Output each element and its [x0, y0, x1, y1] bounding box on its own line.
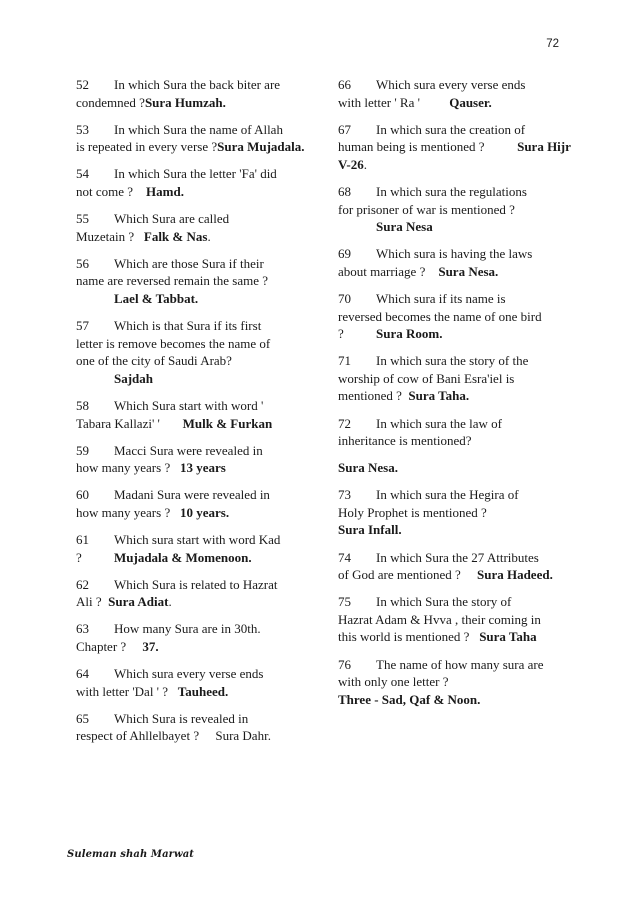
- answer: 10 years.: [179, 504, 230, 520]
- answer: Sura Hijr V-26: [338, 139, 571, 172]
- question-59: 59 Macci Sura were revealed in how many years ? 13 years: [76, 442, 263, 476]
- question-number: 75: [338, 594, 351, 610]
- question-number: 67: [338, 121, 351, 137]
- question-70: 70 Which sura if its name is reversed becomes the name of one bird ? Sura Room.: [338, 290, 542, 342]
- answer: Mujadala & Momenoon.: [114, 549, 252, 565]
- question-69: 69 Which sura is having the laws about marriage ? Sura Nesa.: [338, 246, 533, 279]
- question-63: 63 How many Sura are in 30th. Chapter ? 37.: [76, 621, 261, 654]
- question-54: 54 In which Sura the letter 'Fa' did not come ? Hamd.: [76, 166, 277, 199]
- question-58: 58 Which Sura start with word ' Tabara Kallazi' ' Mulk & Furkan: [76, 397, 273, 431]
- question-71: 71 In which sura the story of the worship of cow of Bani Esra'iel is mentioned ? Sura Taha.: [338, 353, 529, 404]
- question-72: 72 In which sura the law of inheritance is mentioned?: [338, 415, 502, 449]
- question-62: 62 Which Sura is related to Hazrat Ali ? Sura Adiat.: [76, 576, 278, 610]
- answer: Sura Nesa: [376, 219, 433, 235]
- answer: Sura Nesa.: [438, 263, 499, 279]
- answer: Three - Sad, Qaf & Noon.: [338, 691, 481, 707]
- question-number: 57: [76, 318, 89, 334]
- answer: Sura Mujadala.: [217, 139, 305, 155]
- answer: Sura Hadeed.: [476, 567, 553, 583]
- answer: Sura Infall.: [338, 522, 402, 538]
- question-73: 73 In which sura the Hegira of Holy Prophet is mentioned ? Sura Infall.: [338, 487, 519, 538]
- right-column: [338, 76, 572, 718]
- question-64: 64 Which sura every verse ends with letter 'Dal ' ? Tauheed.: [76, 666, 264, 699]
- question-number: 65: [76, 710, 89, 726]
- question-number: 76: [338, 656, 351, 672]
- answer: Falk & Nas: [143, 228, 208, 244]
- question-number: 69: [338, 246, 351, 262]
- question-60: 60 Madani Sura were revealed in how many years ? 10 years.: [76, 487, 270, 520]
- question-75: 75 In which Sura the story of Hazrat Adam & Hvva , their coming in this world is mentioned ? Sura Taha: [338, 594, 541, 645]
- answer: Sura Dahr.: [215, 728, 271, 744]
- question-number: 68: [338, 183, 351, 199]
- question-65: 65 Which Sura is revealed in respect of Ahllelbayet ? Sura Dahr.: [76, 710, 271, 744]
- question-number: 55: [76, 211, 89, 227]
- footer-author: Suleman shah Marwat: [67, 849, 195, 860]
- answer: Hamd.: [146, 183, 184, 199]
- answer: Sura Adiat: [108, 594, 169, 610]
- question-66: 66 Which sura every verse ends with letter ' Ra ' Qauser.: [338, 77, 526, 110]
- question-53: 53 In which Sura the name of Allah is repeated in every verse ?Sura Mujadala.: [76, 121, 305, 155]
- question-67: 67 In which sura the creation of human being is mentioned ? Sura Hijr V-26.: [338, 121, 571, 172]
- question-number: 66: [338, 77, 351, 92]
- question-61: 61 Which sura start with word Kad ? Mujadala & Momenoon.: [76, 531, 281, 565]
- question-57: 57 Which is that Sura if its first letter is remove becomes the name of one of the city of Saudi Arab? Sajdah: [76, 317, 310, 387]
- question-number: 72: [338, 415, 351, 431]
- question-number: 62: [76, 576, 89, 592]
- answer: Qauser.: [449, 94, 492, 110]
- answer: 13 years: [179, 460, 226, 476]
- question-number: 73: [338, 487, 351, 503]
- question-72-answer: [338, 459, 572, 477]
- answer: Mulk & Furkan: [182, 415, 273, 431]
- answer: Sura Taha.: [408, 388, 470, 404]
- question-number: 56: [76, 255, 89, 271]
- question-number: 58: [76, 397, 89, 413]
- question-56: 56 Which are those Sura if their name are reversed remain the same ? Lael & Tabbat.: [76, 255, 310, 308]
- left-column: [76, 76, 310, 754]
- answer: Tauheed.: [177, 683, 229, 699]
- question-number: 70: [338, 290, 351, 306]
- question-74: 74 In which Sura the 27 Attributes of God are mentioned ? Sura Hadeed.: [338, 549, 553, 583]
- question-number: 59: [76, 442, 89, 458]
- question-number: 53: [76, 121, 89, 137]
- question-number: 52: [76, 77, 89, 92]
- question-number: 71: [338, 353, 351, 369]
- question-number: 63: [76, 621, 89, 637]
- answer: Sajdah: [114, 370, 154, 386]
- question-76: 76 The name of how many sura are with only one letter ? Three - Sad, Qaf & Noon.: [338, 656, 544, 707]
- question-68: 68 In which sura the regulations for prisoner of war is mentioned ? Sura Nesa: [338, 183, 572, 236]
- answer: 37.: [142, 638, 159, 654]
- answer: Sura Humzah.: [144, 94, 226, 110]
- answer: Sura Taha: [479, 629, 537, 645]
- question-number: 60: [76, 487, 89, 503]
- question-55: 55 Which Sura are called Muzetain ? Falk & Nas.: [76, 211, 230, 244]
- question-number: 54: [76, 166, 89, 182]
- page-number: 72: [546, 38, 559, 50]
- question-number: 74: [338, 549, 351, 565]
- question-52: 52 In which Sura the back biter are condemned ?Sura Humzah.: [76, 77, 281, 110]
- answer: Sura Room.: [376, 326, 443, 342]
- question-number: 61: [76, 531, 89, 547]
- answer: Lael & Tabbat.: [114, 290, 199, 306]
- question-number: 64: [76, 666, 89, 682]
- answer: Sura Nesa.: [338, 460, 398, 476]
